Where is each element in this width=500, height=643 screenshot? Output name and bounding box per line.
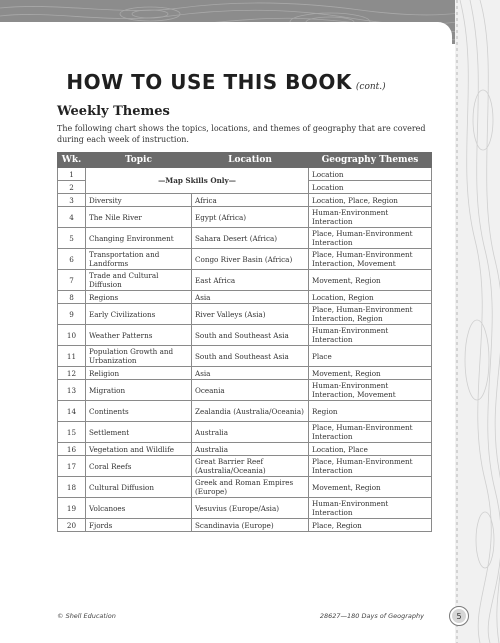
themes-cell: Human-Environment Interaction, Movement [309, 380, 432, 401]
section-heading: Weekly Themes [57, 104, 170, 119]
week-cell: 3 [58, 194, 86, 207]
column-header-themes: Geography Themes [309, 153, 432, 168]
location-cell: Greek and Roman Empires (Europe) [192, 477, 309, 498]
themes-cell: Place, Region [309, 519, 432, 532]
topic-cell: Transportation and Landforms [86, 249, 192, 270]
table-row [58, 346, 432, 367]
location-cell: Sahara Desert (Africa) [192, 228, 309, 249]
week-cell: 7 [58, 270, 86, 291]
week-cell: 16 [58, 443, 86, 456]
table-row [58, 291, 432, 304]
location-cell: South and Southeast Asia [192, 346, 309, 367]
week-cell: 9 [58, 304, 86, 325]
page-number: 5 [452, 609, 466, 623]
topic-cell: Coral Reefs [86, 456, 192, 477]
table-row [58, 270, 432, 291]
page-title-text: HOW TO USE THIS BOOK [66, 70, 352, 94]
table-row [58, 422, 432, 443]
table-row [58, 207, 432, 228]
table-row [58, 456, 432, 477]
topic-cell: Changing Environment [86, 228, 192, 249]
topic-cell: Population Growth and Urbanization [86, 346, 192, 367]
location-cell: Australia [192, 443, 309, 456]
week-cell: 20 [58, 519, 86, 532]
themes-cell: Movement, Region [309, 477, 432, 498]
week-cell: 4 [58, 207, 86, 228]
table-row [58, 477, 432, 498]
week-cell: 11 [58, 346, 86, 367]
themes-cell: Place, Human-Environment Interaction [309, 456, 432, 477]
themes-cell: Place [309, 346, 432, 367]
themes-cell: Movement, Region [309, 270, 432, 291]
location-cell: Asia [192, 291, 309, 304]
week-cell: 15 [58, 422, 86, 443]
week-cell: 17 [58, 456, 86, 477]
themes-cell: Place, Human-Environment Interaction, Movement [309, 249, 432, 270]
location-cell: River Valleys (Asia) [192, 304, 309, 325]
topic-cell: Continents [86, 401, 192, 422]
week-cell: 10 [58, 325, 86, 346]
location-cell: East Africa [192, 270, 309, 291]
map-skills-cell: —Map Skills Only— [86, 168, 309, 194]
topic-cell: Vegetation and Wildlife [86, 443, 192, 456]
topic-cell: Weather Patterns [86, 325, 192, 346]
themes-cell: Human-Environment Interaction [309, 325, 432, 346]
location-cell: Africa [192, 194, 309, 207]
table-row [58, 367, 432, 380]
table-header-row [58, 153, 432, 168]
table-row [58, 498, 432, 519]
page-number-badge [449, 606, 469, 626]
page-title [0, 70, 452, 94]
themes-cell: Location, Place [309, 443, 432, 456]
table-row [58, 401, 432, 422]
intro-paragraph: The following chart shows the topics, locations, and themes of geography that are covered during each week of instruction. [57, 124, 426, 144]
location-cell: Asia [192, 367, 309, 380]
table-row [58, 194, 432, 207]
topic-cell: Volcanoes [86, 498, 192, 519]
location-cell: Scandinavia (Europe) [192, 519, 309, 532]
week-cell: 8 [58, 291, 86, 304]
week-cell: 14 [58, 401, 86, 422]
weekly-themes-table [57, 152, 432, 532]
week-cell: 12 [58, 367, 86, 380]
location-cell: Zealandia (Australia/Oceania) [192, 401, 309, 422]
page-title-suffix: (cont.) [355, 82, 386, 92]
contour-lines-side-decoration [455, 0, 500, 643]
topic-cell: Diversity [86, 194, 192, 207]
table-row [58, 380, 432, 401]
week-cell: 13 [58, 380, 86, 401]
week-cell: 1 [58, 168, 86, 181]
themes-cell: Movement, Region [309, 367, 432, 380]
table-row [58, 325, 432, 346]
table-row [58, 443, 432, 456]
topic-cell: Fjords [86, 519, 192, 532]
week-cell: 18 [58, 477, 86, 498]
week-cell: 2 [58, 181, 86, 194]
table-row [58, 249, 432, 270]
location-cell: South and Southeast Asia [192, 325, 309, 346]
themes-cell: Place, Human-Environment Interaction, Region [309, 304, 432, 325]
topic-cell: Settlement [86, 422, 192, 443]
topic-cell: Early Civilizations [86, 304, 192, 325]
location-cell: Great Barrier Reef (Australia/Oceania) [192, 456, 309, 477]
table-row [58, 519, 432, 532]
location-cell: Egypt (Africa) [192, 207, 309, 228]
topic-cell: Regions [86, 291, 192, 304]
table-row [58, 228, 432, 249]
table-row [58, 168, 432, 181]
themes-cell: Human-Environment Interaction [309, 207, 432, 228]
topic-cell: Cultural Diffusion [86, 477, 192, 498]
themes-cell: Location, Region [309, 291, 432, 304]
topic-cell: Migration [86, 380, 192, 401]
topic-cell: Trade and Cultural Diffusion [86, 270, 192, 291]
themes-cell: Location [309, 168, 432, 181]
themes-cell: Place, Human-Environment Interaction [309, 228, 432, 249]
column-header-location: Location [192, 153, 309, 168]
location-cell: Vesuvius (Europe/Asia) [192, 498, 309, 519]
column-header-topic: Topic [86, 153, 192, 168]
location-cell: Oceania [192, 380, 309, 401]
themes-cell: Location [309, 181, 432, 194]
topic-cell: The Nile River [86, 207, 192, 228]
topic-cell: Religion [86, 367, 192, 380]
publisher-credit: © Shell Education [57, 612, 116, 620]
themes-cell: Location, Place, Region [309, 194, 432, 207]
themes-cell: Human-Environment Interaction [309, 498, 432, 519]
week-cell: 6 [58, 249, 86, 270]
location-cell: Congo River Basin (Africa) [192, 249, 309, 270]
themes-cell: Place, Human-Environment Interaction [309, 422, 432, 443]
themes-cell: Region [309, 401, 432, 422]
week-cell: 5 [58, 228, 86, 249]
book-title-footer: 28627—180 Days of Geography [319, 612, 424, 620]
location-cell: Australia [192, 422, 309, 443]
topographic-side-band [455, 0, 500, 643]
week-cell: 19 [58, 498, 86, 519]
column-header-week: Wk. [58, 153, 86, 168]
table-row [58, 304, 432, 325]
